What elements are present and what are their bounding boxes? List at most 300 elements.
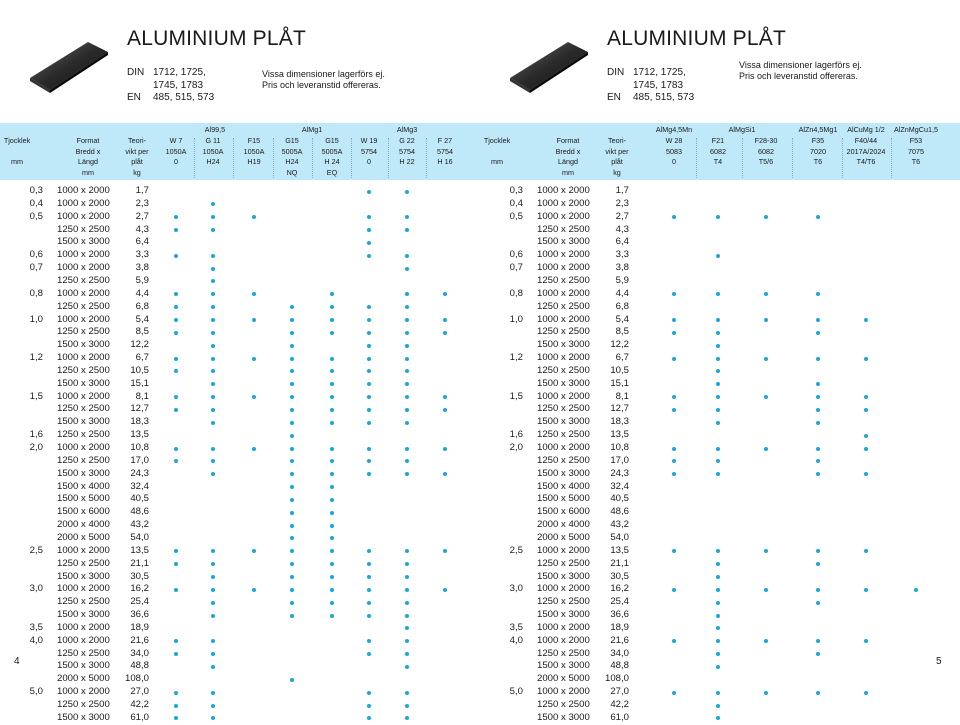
availability-dot <box>764 318 768 322</box>
weight-cell: 54,0 <box>610 531 629 543</box>
weight-cell: 6,7 <box>615 352 629 364</box>
availability-dot <box>367 395 371 399</box>
availability-dot <box>211 704 215 708</box>
table-row <box>0 403 480 416</box>
availability-dot <box>864 434 868 438</box>
availability-dot <box>330 369 334 373</box>
weight-cell: 24,3 <box>130 467 149 479</box>
availability-dot <box>330 485 334 489</box>
availability-dot <box>816 652 820 656</box>
stock-note-line: Vissa dimensioner lagerförs ej. <box>739 60 862 70</box>
availability-dot <box>174 395 178 399</box>
availability-dot <box>290 447 294 451</box>
availability-dot <box>290 524 294 528</box>
weight-cell: 8,1 <box>615 390 629 402</box>
availability-dot <box>716 562 720 566</box>
availability-dot <box>864 395 868 399</box>
availability-dot <box>290 549 294 553</box>
availability-dot <box>367 369 371 373</box>
header-alloy-line: H24 <box>285 157 299 167</box>
availability-dot <box>330 382 334 386</box>
weight-cell: 5,9 <box>135 274 149 286</box>
header-group-label: AlMg4,5Mn <box>655 125 693 134</box>
page-right <box>480 0 960 723</box>
table-row <box>0 211 480 224</box>
availability-dot <box>405 215 409 219</box>
availability-dot <box>405 357 409 361</box>
weight-cell: 4,3 <box>135 223 149 235</box>
weight-cell: 48,8 <box>610 660 629 672</box>
format-cell: 1250 x 2500 <box>57 223 110 235</box>
availability-dot <box>672 639 676 643</box>
header-alloy-line: 1050A <box>243 146 265 156</box>
availability-dot <box>211 639 215 643</box>
availability-dot <box>764 215 768 219</box>
format-cell: 1000 x 2000 <box>57 544 110 556</box>
table-row <box>0 686 480 699</box>
thickness-cell: 1,5 <box>509 390 523 402</box>
header-alloy <box>742 123 790 193</box>
format-cell: 1000 x 2000 <box>537 544 590 556</box>
weight-cell: 3,3 <box>615 249 629 261</box>
availability-dot <box>174 447 178 451</box>
thickness-cell: 1,6 <box>509 429 523 441</box>
table-row <box>480 468 960 481</box>
availability-dot <box>211 588 215 592</box>
availability-dot <box>290 459 294 463</box>
header-separator <box>792 138 793 178</box>
weight-cell: 32,4 <box>130 480 149 492</box>
table-row <box>480 249 960 262</box>
availability-dot <box>290 485 294 489</box>
availability-dot <box>330 421 334 425</box>
table-row <box>0 314 480 327</box>
thickness-cell: 1,0 <box>29 313 43 325</box>
weight-cell: 2,3 <box>135 197 149 209</box>
weight-cell: 16,2 <box>610 583 629 595</box>
availability-dot <box>816 421 820 425</box>
header-group-label: AlZn4,5Mg1 <box>798 125 838 134</box>
table-row <box>0 635 480 648</box>
weight-cell: 5,4 <box>135 313 149 325</box>
format-cell: 1250 x 2500 <box>537 274 590 286</box>
format-cell: 1500 x 3000 <box>57 236 110 248</box>
standard-value: 1712, 1725, <box>153 67 206 78</box>
header-alloy-line: F15 <box>247 136 261 145</box>
availability-dot <box>367 601 371 605</box>
availability-dot <box>405 691 409 695</box>
format-cell: 1250 x 2500 <box>537 557 590 569</box>
availability-dot <box>290 498 294 502</box>
availability-dot <box>405 716 409 720</box>
page-number: 5 <box>936 656 942 667</box>
availability-dot <box>290 357 294 361</box>
header-alloy <box>794 123 842 193</box>
weight-cell: 48,8 <box>130 660 149 672</box>
availability-dot <box>672 459 676 463</box>
availability-dot <box>405 421 409 425</box>
page-number: 4 <box>14 656 20 667</box>
format-cell: 1250 x 2500 <box>57 596 110 608</box>
availability-dot <box>290 588 294 592</box>
availability-dot <box>211 254 215 258</box>
availability-dot <box>252 215 256 219</box>
table-row <box>480 558 960 571</box>
availability-dot <box>211 331 215 335</box>
availability-dot <box>211 575 215 579</box>
table-row <box>480 224 960 237</box>
availability-dot <box>816 639 820 643</box>
availability-dot <box>330 447 334 451</box>
availability-dot <box>252 318 256 322</box>
thickness-cell: 2,0 <box>509 442 523 453</box>
header-alloy-line: 5754 <box>437 146 453 156</box>
header-weight-line: Teori- <box>128 136 146 145</box>
thickness-cell: 1,6 <box>29 429 43 441</box>
availability-dot <box>443 447 447 451</box>
availability-dot <box>330 524 334 528</box>
availability-dot <box>816 691 820 695</box>
format-cell: 1500 x 4000 <box>537 480 590 492</box>
availability-dot <box>864 588 868 592</box>
standard-key: DIN <box>607 67 625 78</box>
header-alloy-line: 0 <box>672 157 676 167</box>
format-cell: 1500 x 3000 <box>57 570 110 582</box>
format-cell: 1250 x 2500 <box>537 326 590 338</box>
availability-dot <box>405 292 409 296</box>
format-cell: 1000 x 2000 <box>57 621 110 633</box>
header-alloy-line: F53 <box>909 136 923 145</box>
availability-dot <box>716 704 720 708</box>
availability-dot <box>211 652 215 656</box>
thickness-cell: 3,5 <box>29 621 43 633</box>
availability-dot <box>716 626 720 630</box>
availability-dot <box>716 447 720 451</box>
availability-dot <box>330 498 334 502</box>
availability-dot <box>716 292 720 296</box>
availability-dot <box>864 447 868 451</box>
weight-cell: 34,0 <box>610 647 629 659</box>
table-row <box>0 545 480 558</box>
availability-dot <box>864 357 868 361</box>
table-row <box>0 468 480 481</box>
availability-dot <box>764 588 768 592</box>
availability-dot <box>405 331 409 335</box>
availability-dot <box>174 318 178 322</box>
format-cell: 1250 x 2500 <box>537 699 590 710</box>
availability-dot <box>716 588 720 592</box>
format-cell: 1000 x 2000 <box>537 197 590 209</box>
weight-cell: 2,7 <box>615 210 629 222</box>
page-left <box>0 0 480 723</box>
format-cell: 1000 x 2000 <box>537 621 590 633</box>
weight-cell: 1,7 <box>615 185 629 196</box>
availability-dot <box>764 691 768 695</box>
standard-value: 485, 515, 573 <box>633 92 695 103</box>
table-row <box>0 660 480 673</box>
table-row <box>480 185 960 198</box>
weight-cell: 61,0 <box>130 711 149 723</box>
thickness-cell: 2,5 <box>29 544 43 556</box>
availability-dot <box>367 241 371 245</box>
table-header <box>480 123 960 180</box>
thickness-cell: 1,2 <box>29 352 43 364</box>
thickness-cell: 0,6 <box>509 249 523 261</box>
format-cell: 1500 x 3000 <box>537 416 590 428</box>
table-row <box>480 198 960 211</box>
availability-dot <box>290 382 294 386</box>
format-cell: 1500 x 6000 <box>537 506 590 518</box>
format-cell: 2000 x 5000 <box>57 531 110 543</box>
table-row <box>0 648 480 661</box>
weight-cell: 17,0 <box>130 454 149 466</box>
format-cell: 1000 x 2000 <box>537 442 590 453</box>
header-separator <box>273 138 274 178</box>
weight-cell: 30,5 <box>130 570 149 582</box>
stock-note <box>739 60 862 82</box>
weight-cell: 10,5 <box>610 364 629 376</box>
availability-dot <box>330 357 334 361</box>
header-alloy-line: T5/6 <box>758 157 774 167</box>
availability-dot <box>367 549 371 553</box>
weight-cell: 13,5 <box>610 544 629 556</box>
availability-dot <box>764 357 768 361</box>
weight-cell: 6,7 <box>135 352 149 364</box>
table-row <box>0 224 480 237</box>
availability-dot <box>174 408 178 412</box>
header-alloy-line: 7020 <box>810 146 826 156</box>
format-cell: 1000 x 2000 <box>57 287 110 299</box>
availability-dot <box>405 408 409 412</box>
header-alloy-line: 1050A <box>165 146 187 156</box>
availability-dot <box>367 382 371 386</box>
availability-dot <box>211 202 215 206</box>
header-group-label: AlMgSi1 <box>728 125 756 134</box>
availability-dot <box>174 369 178 373</box>
thickness-cell: 0,4 <box>509 197 523 209</box>
availability-dot <box>443 408 447 412</box>
availability-dot <box>672 588 676 592</box>
format-cell: 1250 x 2500 <box>537 223 590 235</box>
format-cell: 1000 x 2000 <box>537 210 590 222</box>
standard-key: EN <box>607 92 621 103</box>
format-cell: 1250 x 2500 <box>537 403 590 415</box>
availability-dot <box>764 639 768 643</box>
availability-dot <box>864 408 868 412</box>
availability-dot <box>211 614 215 618</box>
format-cell: 1500 x 3000 <box>537 660 590 672</box>
table-row <box>0 712 480 725</box>
header-alloy-line: W 28 <box>665 136 683 145</box>
header-alloy-line: 5754 <box>399 146 415 156</box>
format-cell: 1000 x 2000 <box>537 249 590 261</box>
header-alloy-line: T4 <box>713 157 723 167</box>
format-cell: 1000 x 2000 <box>537 262 590 274</box>
header-weight-line: Teori- <box>608 136 626 145</box>
availability-dot <box>405 652 409 656</box>
weight-cell: 12,7 <box>130 403 149 415</box>
availability-dot <box>764 292 768 296</box>
header-alloy-line: G15 <box>285 136 299 145</box>
weight-cell: 48,6 <box>610 506 629 518</box>
format-cell: 1000 x 2000 <box>57 249 110 261</box>
availability-dot <box>367 704 371 708</box>
availability-dot <box>716 665 720 669</box>
thickness-cell: 0,5 <box>509 210 523 222</box>
availability-dot <box>367 447 371 451</box>
table-row <box>480 365 960 378</box>
table-row <box>480 532 960 545</box>
availability-dot <box>405 228 409 232</box>
availability-dot <box>290 421 294 425</box>
table-row <box>480 352 960 365</box>
header-weight-line: vikt per <box>605 146 629 156</box>
thickness-cell: 0,3 <box>509 185 523 196</box>
availability-dot <box>174 549 178 553</box>
table-row <box>480 378 960 391</box>
availability-dot <box>367 459 371 463</box>
availability-dot <box>330 536 334 540</box>
weight-cell: 6,4 <box>135 236 149 248</box>
header-format-line: mm <box>82 167 94 177</box>
table-row <box>480 583 960 596</box>
header-group-label: Al99,5 <box>204 125 226 134</box>
header-alloy-line: 5083 <box>666 146 682 156</box>
header-alloy <box>421 123 469 193</box>
availability-dot <box>405 639 409 643</box>
availability-dot <box>816 357 820 361</box>
availability-dot <box>211 601 215 605</box>
availability-dot <box>252 357 256 361</box>
format-cell: 1000 x 2000 <box>537 634 590 646</box>
header-format-line: Bredd x <box>75 146 101 156</box>
availability-dot <box>443 331 447 335</box>
availability-dot <box>252 395 256 399</box>
availability-dot <box>330 305 334 309</box>
availability-dot <box>716 215 720 219</box>
header-format-line: Längd <box>558 157 578 167</box>
availability-dot <box>174 459 178 463</box>
table-row <box>0 352 480 365</box>
header-alloy-line: 7075 <box>908 146 924 156</box>
weight-cell: 2,3 <box>615 197 629 209</box>
thickness-cell: 0,6 <box>29 249 43 261</box>
availability-dot <box>864 549 868 553</box>
availability-dot <box>672 691 676 695</box>
header-alloy-line: 2017A/2024 <box>846 146 886 156</box>
availability-dot <box>716 459 720 463</box>
availability-dot <box>716 369 720 373</box>
thickness-cell: 1,2 <box>509 352 523 364</box>
header-alloy-line: 6082 <box>758 146 774 156</box>
availability-dot <box>174 716 178 720</box>
availability-dot <box>367 344 371 348</box>
availability-dot <box>405 382 409 386</box>
availability-dot <box>405 190 409 194</box>
header-separator <box>233 138 234 178</box>
availability-dot <box>290 562 294 566</box>
weight-cell: 13,5 <box>610 429 629 441</box>
table-row <box>480 455 960 468</box>
format-cell: 1500 x 3000 <box>57 711 110 723</box>
table-row <box>0 519 480 532</box>
availability-dot <box>672 549 676 553</box>
availability-dot <box>716 639 720 643</box>
availability-dot <box>716 601 720 605</box>
availability-dot <box>290 511 294 515</box>
format-cell: 1250 x 2500 <box>537 364 590 376</box>
weight-cell: 8,1 <box>135 390 149 402</box>
availability-dot <box>816 331 820 335</box>
availability-dot <box>367 562 371 566</box>
table-row <box>0 558 480 571</box>
format-cell: 1250 x 2500 <box>57 647 110 659</box>
format-cell: 1000 x 2000 <box>537 390 590 402</box>
aluminium-sheet-image <box>508 38 590 94</box>
header-alloy-line: EQ <box>326 167 338 177</box>
format-cell: 1250 x 2500 <box>537 596 590 608</box>
format-cell: 1500 x 3000 <box>537 570 590 582</box>
availability-dot <box>443 395 447 399</box>
availability-dot <box>816 292 820 296</box>
weight-cell: 15,1 <box>610 377 629 389</box>
thickness-cell: 0,7 <box>29 262 43 274</box>
availability-dot <box>716 357 720 361</box>
availability-dot <box>405 369 409 373</box>
header-group-label: AlMg3 <box>396 125 418 134</box>
table-row <box>480 429 960 442</box>
weight-cell: 108,0 <box>604 673 629 685</box>
availability-dot <box>764 395 768 399</box>
table-row <box>480 314 960 327</box>
table-row <box>480 262 960 275</box>
format-cell: 1250 x 2500 <box>537 647 590 659</box>
availability-dot <box>716 318 720 322</box>
weight-cell: 17,0 <box>610 454 629 466</box>
weight-cell: 21,6 <box>610 634 629 646</box>
availability-dot <box>174 331 178 335</box>
weight-cell: 15,1 <box>130 377 149 389</box>
header-separator <box>351 138 352 178</box>
weight-cell: 13,5 <box>130 429 149 441</box>
availability-dot <box>405 588 409 592</box>
availability-dot <box>405 665 409 669</box>
header-format-line: Längd <box>78 157 98 167</box>
format-cell: 1000 x 2000 <box>537 686 590 698</box>
table-row <box>0 699 480 712</box>
availability-dot <box>816 318 820 322</box>
table-row <box>0 455 480 468</box>
table-row <box>0 622 480 635</box>
thickness-cell: 0,8 <box>29 287 43 299</box>
availability-dot <box>367 575 371 579</box>
weight-cell: 21,1 <box>610 557 629 569</box>
table-row <box>0 481 480 494</box>
table-row <box>480 339 960 352</box>
thickness-cell: 4,0 <box>29 634 43 646</box>
format-cell: 1500 x 3000 <box>57 339 110 351</box>
availability-dot <box>914 588 918 592</box>
weight-cell: 18,3 <box>130 416 149 428</box>
header-alloy-line: H 24 <box>324 157 340 167</box>
weight-cell: 1,7 <box>135 185 149 196</box>
availability-dot <box>816 382 820 386</box>
table-row <box>0 326 480 339</box>
header-thickness-line: mm <box>11 157 23 167</box>
weight-cell: 12,2 <box>130 339 149 351</box>
header-weight-line: kg <box>133 167 141 177</box>
format-cell: 2000 x 5000 <box>57 673 110 685</box>
